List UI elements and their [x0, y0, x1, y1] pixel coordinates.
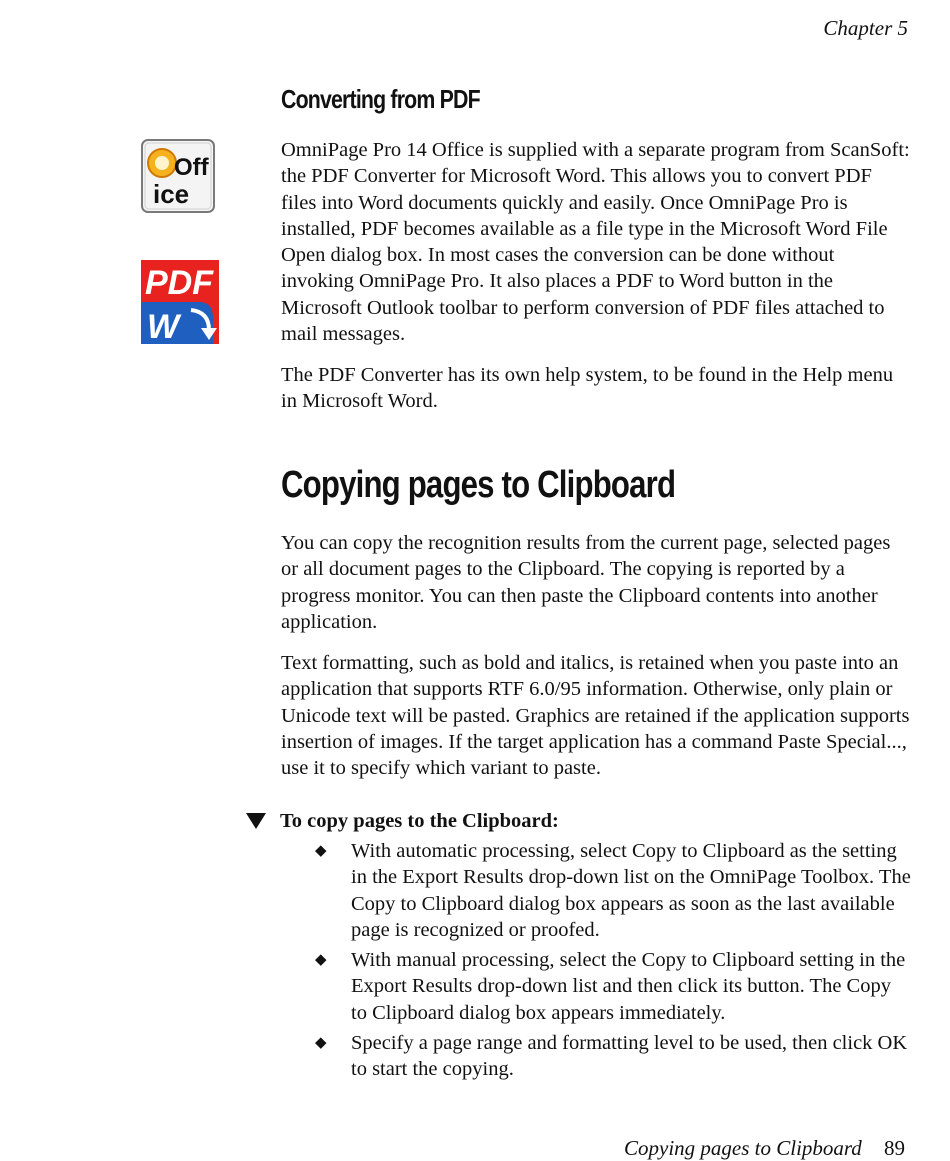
running-header-chapter: Chapter 5 — [823, 16, 908, 40]
diamond-bullet-icon: ◆ — [315, 1035, 327, 1052]
procedure-steps — [315, 838, 911, 1087]
diamond-bullet-icon: ◆ — [315, 843, 327, 859]
section-title-copying-clipboard: Copying pages to Clipboard — [281, 464, 676, 506]
paragraph-text-formatting: Text formatting, such as bold and italics, is retained when you paste into an application that supports RTF 6.0/95 information. Otherwise, only plain or Unicode text will be pasted. Graphics are retained if the application supports insertion of images. If the target application has a command Paste Special..., use it to specify which variant to paste. — [281, 652, 910, 780]
office-icon-line1: Off — [174, 154, 209, 181]
procedure-step-text: With manual processing, select the Copy to Clipboard setting in the Export Results drop-down list and then click its button. The Copy to Clipboard dialog box appears immediately. — [351, 949, 906, 1024]
procedure-step-text: Specify a page range and formatting level to be used, then click OK to start the copying. — [351, 1032, 908, 1081]
procedure-step — [315, 1030, 911, 1083]
procedure-heading — [246, 808, 559, 834]
w-label: W — [147, 308, 180, 346]
procedure-heading-text: To copy pages to the Clipboard: — [280, 810, 559, 832]
paragraph-copy-results: You can copy the recognition results from the current page, selected pages or all document pages to the Clipboard. The copying is reported by a progress monitor. You can then paste the Clipboard contents into another application. — [281, 532, 891, 633]
procedure-step — [315, 947, 911, 1026]
pdf-to-word-icon — [139, 258, 221, 346]
section-title-converting-pdf: Converting from PDF — [281, 84, 480, 114]
paragraph-pdf-converter: OmniPage Pro 14 Office is supplied with a separate program from ScanSoft: the PDF Converter for Microsoft Word. This allows you to convert PDF files into Word documents quickly and easily. Once OmniPage Pro is installed, PDF becomes available as a file type in the Microsoft Word File Open dialog box. In most cases the conversion can be done without invoking OmniPage Pro. It also places a PDF to Word button in the Microsoft Outlook toolbar to perform conversion of PDF files attached to mail messages. — [281, 139, 910, 346]
procedure-step — [315, 838, 911, 943]
triangle-bullet-icon — [246, 813, 266, 829]
office-icon-line2: ice — [153, 179, 190, 209]
pdf-label: PDF — [145, 264, 213, 302]
running-footer-title: Copying pages to Clipboard — [624, 1136, 862, 1160]
page-number: 89 — [884, 1136, 905, 1160]
diamond-bullet-icon: ◆ — [315, 952, 327, 969]
procedure-step-text: With automatic processing, select Copy to Clipboard as the setting in the Export Results drop-down list on the OmniPage Toolbox. The Copy to Clipboard dialog box appears as soon as the last available page is recognized or proofed. — [351, 840, 911, 941]
office-icon — [141, 139, 215, 213]
paragraph-pdf-help: The PDF Converter has its own help system, to be found in the Help menu in Microsoft Word. — [281, 364, 894, 413]
